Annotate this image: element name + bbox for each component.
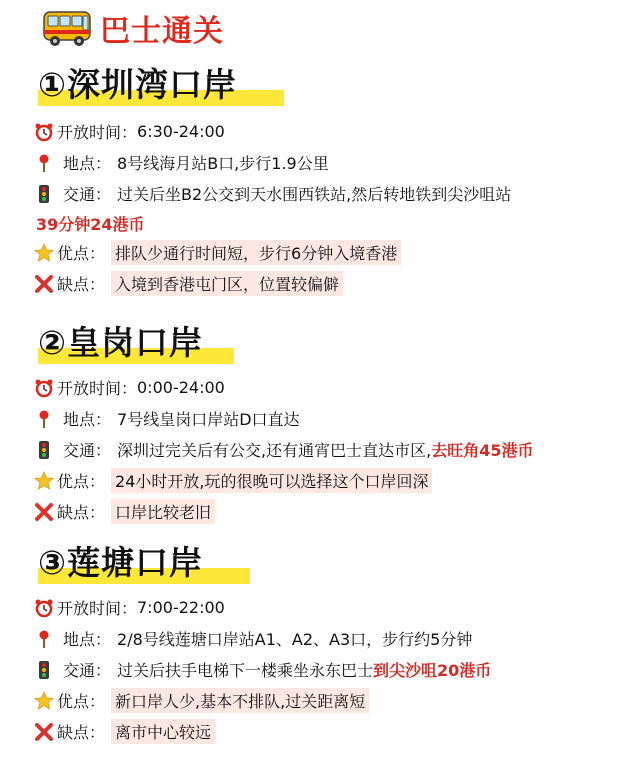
- traffic-light-icon: [34, 660, 54, 680]
- cross-icon: [34, 274, 54, 294]
- section-heading: [38, 62, 511, 108]
- pin-icon: [34, 153, 54, 173]
- section-title: ①深圳湾口岸: [38, 65, 237, 104]
- cons-row: [34, 268, 511, 299]
- transport-label: 交通：: [63, 185, 112, 204]
- pin-icon: [34, 629, 54, 649]
- section-heading: [38, 320, 533, 366]
- section-liantang: [34, 540, 491, 747]
- cons-row: [34, 496, 533, 527]
- transport-value: 过关后扶手电梯下一楼乘坐永东巴士: [117, 661, 374, 680]
- location-label: 地点：: [63, 410, 112, 429]
- location-row: [34, 147, 511, 178]
- hours-label: 开放时间：: [57, 123, 138, 142]
- transport-row: [34, 178, 511, 209]
- transport-label: 交通：: [63, 441, 112, 460]
- pros-value: 24小时开放,玩的很晚可以选择这个口岸回深: [111, 468, 432, 493]
- pros-label: 优点：: [57, 692, 106, 711]
- location-label: 地点：: [63, 630, 112, 649]
- hours-value: 7:00-22:00: [137, 598, 225, 617]
- cross-icon: [34, 722, 54, 742]
- location-value: 8号线海月站B口,步行1.9公里: [117, 154, 329, 173]
- pros-row: [34, 237, 511, 268]
- cons-value: 离市中心较远: [111, 719, 215, 744]
- section-title: ③莲塘口岸: [38, 543, 203, 582]
- location-row: [34, 623, 491, 654]
- transport-row: [34, 434, 533, 465]
- hours-row: [34, 372, 533, 403]
- transport-extra: 39分钟24港币: [36, 214, 145, 234]
- alarm-clock-icon: [34, 378, 54, 398]
- pros-row: [34, 685, 491, 716]
- cons-label: 缺点：: [57, 503, 106, 522]
- hours-label: 开放时间：: [57, 599, 138, 618]
- hours-row: [34, 116, 511, 147]
- section-title: ②皇岗口岸: [38, 323, 203, 362]
- cons-label: 缺点：: [57, 275, 106, 294]
- hours-label: 开放时间：: [57, 379, 138, 398]
- alarm-clock-icon: [34, 122, 54, 142]
- alarm-clock-icon: [34, 598, 54, 618]
- hours-row: [34, 592, 491, 623]
- star-icon: [34, 471, 54, 491]
- pros-value: 排队少通行时间短，步行6分钟入境香港: [111, 240, 401, 265]
- pros-row: [34, 465, 533, 496]
- location-value: 7号线皇岗口岸站D口直达: [117, 410, 300, 429]
- pros-label: 优点：: [57, 472, 106, 491]
- cross-icon: [34, 502, 54, 522]
- traffic-light-icon: [34, 440, 54, 460]
- location-row: [34, 403, 533, 434]
- pros-label: 优点：: [57, 244, 106, 263]
- cons-value: 口岸比较老旧: [111, 499, 215, 524]
- bus-icon: [42, 8, 92, 48]
- transport-value: 深圳过完关后有公交,还有通宵巴士直达市区,: [117, 441, 432, 460]
- transport-price: 到尖沙咀20港币: [373, 661, 492, 680]
- cons-value: 入境到香港屯门区，位置较偏僻: [111, 271, 343, 296]
- pros-value: 新口岸人少,基本不排队,过关距离短: [111, 688, 369, 713]
- star-icon: [34, 243, 54, 263]
- hours-value: 0:00-24:00: [137, 378, 225, 397]
- section-huanggang: [34, 320, 533, 527]
- section-shenzhen-bay: [34, 62, 511, 299]
- page-title: 巴士通关: [100, 14, 224, 49]
- header: [42, 6, 224, 50]
- cons-row: [34, 716, 491, 747]
- transport-value: 过关后坐B2公交到天水围西铁站,然后转地铁到尖沙咀站: [117, 185, 512, 204]
- cons-label: 缺点：: [57, 723, 106, 742]
- star-icon: [34, 691, 54, 711]
- traffic-light-icon: [34, 184, 54, 204]
- transport-price: 去旺角45港币: [431, 441, 534, 460]
- hours-value: 6:30-24:00: [137, 122, 225, 141]
- location-label: 地点：: [63, 154, 112, 173]
- transport-label: 交通：: [63, 661, 112, 680]
- section-heading: [38, 540, 491, 586]
- location-value: 2/8号线莲塘口岸站A1、A2、A3口，步行约5分钟: [117, 630, 473, 649]
- pin-icon: [34, 409, 54, 429]
- transport-row: [34, 654, 491, 685]
